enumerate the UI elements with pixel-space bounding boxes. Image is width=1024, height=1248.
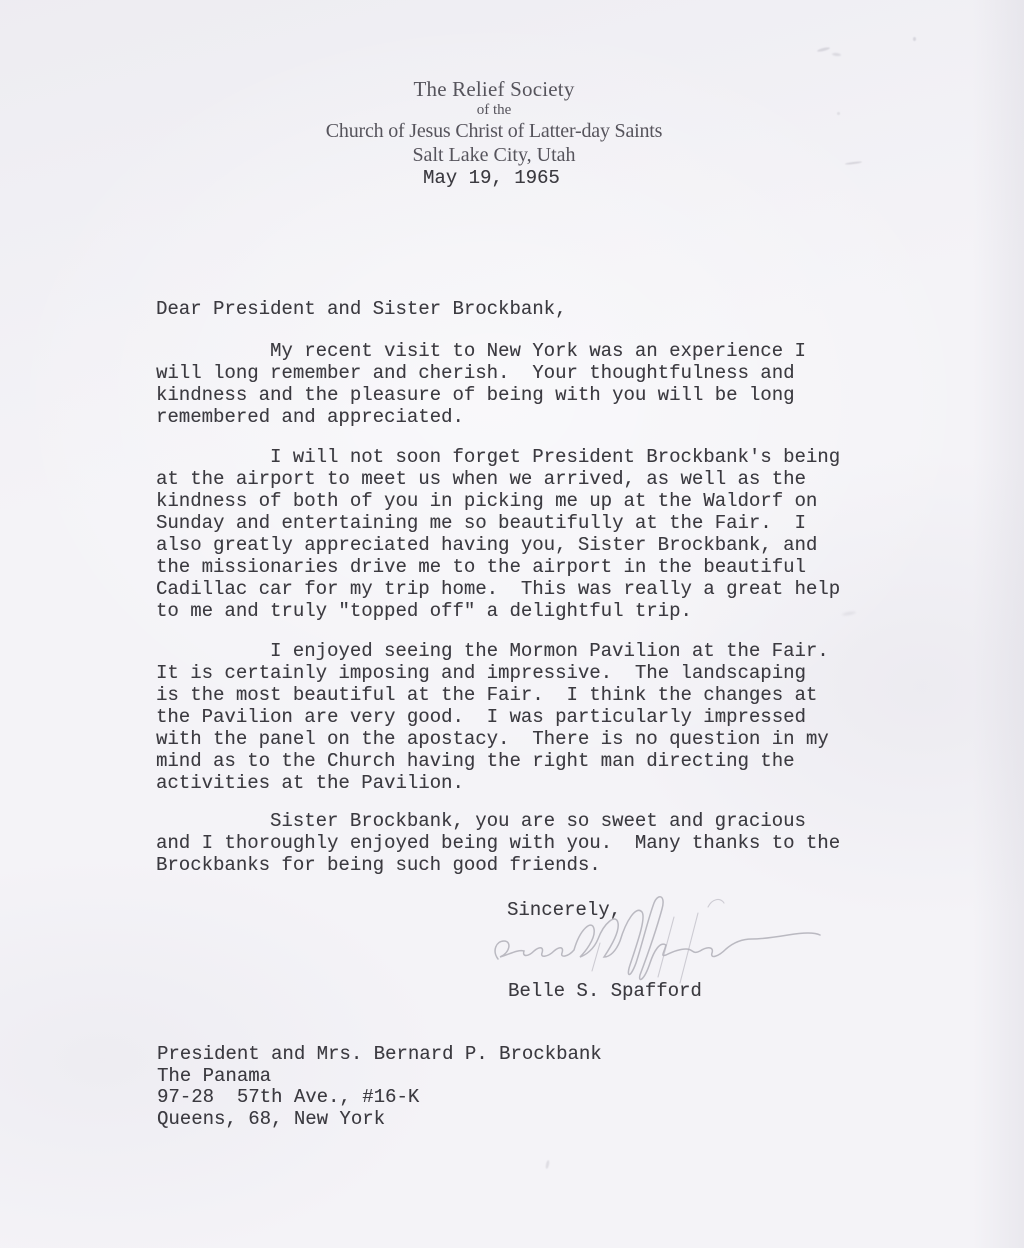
body-line: with the panel on the apostacy. There is no question in my (156, 728, 829, 750)
handwritten-signature (468, 891, 830, 993)
pencil-smudge (545, 1160, 550, 1169)
body-line: kindness and the pleasure of being with you will be long (156, 384, 795, 406)
recipient-address (157, 1044, 602, 1131)
paragraph-3 (156, 640, 886, 794)
address-line: President and Mrs. Bernard P. Brockbank (157, 1043, 602, 1065)
letterhead-church-name: Church of Jesus Christ of Latter-day Saints (325, 120, 663, 142)
pencil-smudge (817, 46, 830, 52)
pencil-smudge (832, 53, 841, 57)
letterhead-of-the: of the (476, 102, 512, 118)
body-line: will long remember and cherish. Your thoughtfulness and (156, 362, 795, 384)
pencil-smudge (913, 37, 916, 41)
address-line: 97-28 57th Ave., #16-K (157, 1086, 420, 1109)
address-line: The Panama (157, 1064, 272, 1087)
paragraph-1 (156, 340, 886, 428)
body-line: I enjoyed seeing the Mormon Pavilion at the Fair. (270, 640, 829, 662)
salutation: Dear President and Sister Brockbank, (156, 298, 567, 320)
body-line: kindness of both of you in picking me up at the Waldorf on (156, 490, 818, 512)
paragraph-2 (156, 446, 886, 622)
letterhead-organization: The Relief Society (413, 77, 575, 101)
closing-sincerely: Sincerely, (507, 899, 622, 921)
body-line: to me and truly "topped off" a delightful trip. (156, 600, 692, 622)
letterhead (0, 78, 988, 167)
body-line: Sister Brockbank, you are so sweet and gracious (270, 810, 806, 832)
typed-signature-name: Belle S. Spafford (508, 980, 702, 1002)
body-line: the Pavilion are very good. I was particularly impressed (156, 706, 806, 728)
letterhead-city: Salt Lake City, Utah (412, 144, 576, 166)
body-line: remembered and appreciated. (156, 406, 464, 428)
body-line: the missionaries drive me to the airport in the beautiful (156, 556, 806, 578)
body-line: mind as to the Church having the right man directing the (156, 750, 795, 772)
body-line: Brockbanks for being such good friends. (156, 854, 601, 876)
body-line: It is certainly imposing and impressive. The landscaping (156, 662, 806, 684)
pencil-smudge (837, 112, 840, 115)
body-line: Sunday and entertaining me so beautifully at the Fair. I (156, 512, 806, 534)
body-line: I will not soon forget President Brockbank's being (270, 446, 841, 468)
body-line: activities at the Pavilion. (156, 772, 464, 794)
date-line: May 19, 1965 (423, 167, 560, 189)
body-line: and I thoroughly enjoyed being with you. Many thanks to the (156, 832, 841, 854)
paragraph-4 (156, 810, 886, 876)
body-line: also greatly appreciated having you, Sister Brockbank, and (156, 534, 818, 556)
address-line: Queens, 68, New York (157, 1108, 386, 1131)
body-line: My recent visit to New York was an experience I (270, 340, 806, 362)
body-line: at the airport to meet us when we arrived, as well as the (156, 468, 806, 490)
body-line: is the most beautiful at the Fair. I think the changes at (156, 684, 818, 706)
body-line: Cadillac car for my trip home. This was really a great help (156, 578, 841, 600)
